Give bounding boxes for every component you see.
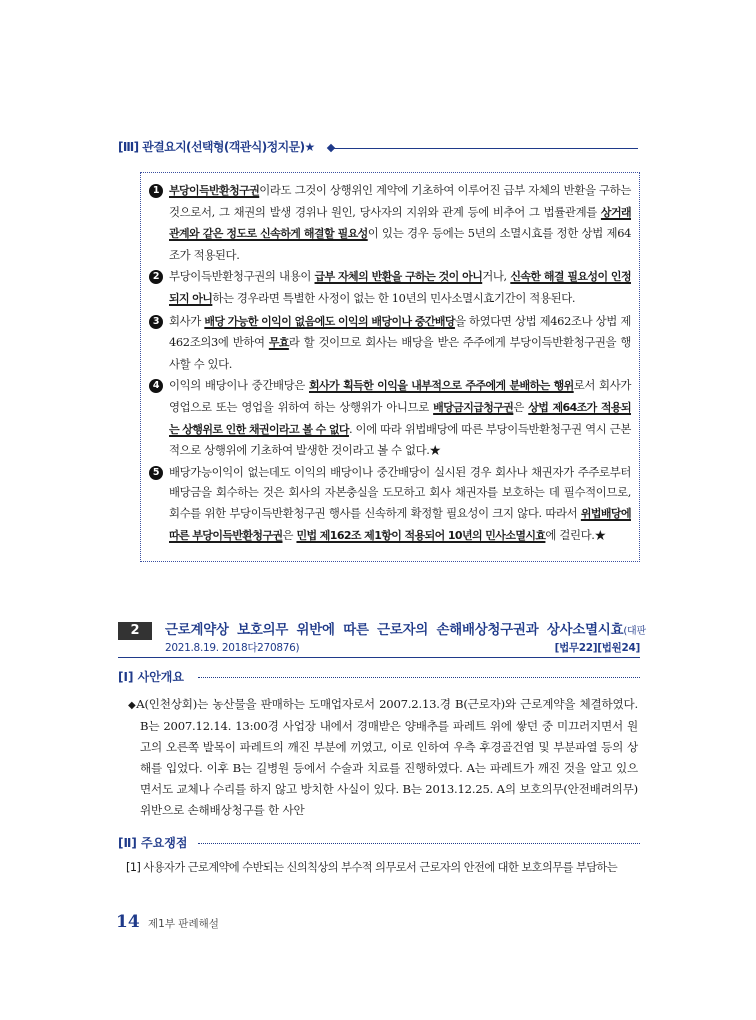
highlighted-phrase: 회사가 획득한 이익을 내부적으로 주주에게 분배하는 행위 bbox=[309, 379, 574, 393]
case-title-suffix: (대판 bbox=[623, 626, 646, 637]
highlighted-phrase: 무효 bbox=[268, 336, 289, 350]
exam-tags: [법무22][법원24] bbox=[554, 642, 640, 654]
footer-part-label: 제1부 판례해설 bbox=[148, 918, 219, 930]
summary-text: 이 있는 경우 등에는 5년의 소멸시효를 정한 상법 제64조가 적용된다. bbox=[169, 226, 631, 262]
section-3-header bbox=[118, 138, 638, 158]
summary-text: 은 bbox=[513, 399, 529, 414]
summary-item bbox=[149, 375, 631, 460]
summary-text: 배당가능이익이 없는데도 이익의 배당이나 중간배당이 실시된 경우 회사나 채권자가 주주로부터 배당금을 회수하는 것은 회사의 자본충실을 도모하고 회사 채권자를 보호하는 데 필수적이므로, 회수를 위한 부당이득반환청구권 행사를 신속하게 확정할 필요성이 크지 않다. 따라서 bbox=[169, 464, 631, 520]
facts-body bbox=[126, 694, 638, 821]
case-header-rule bbox=[118, 657, 640, 658]
issues-rule bbox=[198, 843, 640, 844]
highlighted-phrase: 상법 제64조가 적용되는 상행위로 인한 채권이라고 볼 수 없다 bbox=[169, 400, 631, 436]
summary-item bbox=[149, 180, 631, 265]
case-date: 2021.8.19. 2018다270876) bbox=[165, 642, 300, 654]
summary-text: 은 bbox=[282, 527, 297, 542]
summary-text: 하는 경우라면 특별한 사정이 없는 한 10년의 민사소멸시효기간이 적용된다. bbox=[212, 290, 576, 305]
summary-item bbox=[149, 311, 631, 375]
facts-rule bbox=[198, 677, 640, 678]
issues-heading: [Ⅱ] 주요쟁점 bbox=[118, 836, 188, 850]
summary-text: 에 걸린다.★ bbox=[545, 527, 606, 542]
highlighted-phrase: 급부 자체의 반환을 구하는 것이 아니 bbox=[314, 270, 483, 284]
item-number-icon: 5 bbox=[149, 466, 163, 480]
issue-1-text: [1] 사용자가 근로계약에 수반되는 신의칙상의 부수적 의무로서 근로자의 안전에 대한 보호의무를 부담하는 bbox=[126, 861, 618, 874]
section-3-rule bbox=[331, 148, 638, 149]
highlighted-phrase: 민법 제162조 제1항이 적용되어 10년의 민사소멸시효 bbox=[296, 528, 546, 542]
facts-heading: [Ⅰ] 사안개요 bbox=[118, 670, 184, 684]
summary-text: 이익의 배당이나 중간배당은 bbox=[169, 378, 309, 393]
item-number-icon: 2 bbox=[149, 270, 163, 284]
summary-text: 을 하였다면 상법 제462조나 상법 제462조의3에 반하여 bbox=[169, 313, 631, 350]
summary-item bbox=[149, 462, 631, 546]
summary-item bbox=[149, 266, 631, 309]
highlighted-phrase: 부당이득반환청구권 bbox=[169, 184, 260, 197]
highlighted-phrase: 배당 가능한 이익이 없음에도 이익의 배당이나 중간배당 bbox=[204, 314, 455, 328]
summary-text: 회사가 bbox=[169, 313, 205, 328]
summary-box bbox=[140, 172, 640, 562]
highlighted-phrase: 상거래 관계와 같은 정도로 신속하게 해결할 필요성 bbox=[169, 205, 631, 241]
summary-text: . 이에 따라 위법배당에 따른 부당이득반환청구권 역시 근본적으로 상행위에 기초하여 발생한 것이라고 볼 수 없다.★ bbox=[169, 421, 631, 458]
summary-text: 라 할 것이므로 회사는 배당을 받은 주주에게 부당이득반환청구권을 행사할 수 있다. bbox=[169, 335, 631, 371]
diamond-bullet-icon: ◆ bbox=[128, 700, 137, 711]
summary-text: 로서 회사가 영업으로 또는 영업을 위하여 하는 상행위가 아니므로 bbox=[169, 378, 632, 414]
case-title-text: 근로계약상 보호의무 위반에 따른 근로자의 손해배상청구권과 상사소멸시효 bbox=[165, 623, 624, 638]
summary-text: 부당이득반환청구권의 내용이 bbox=[169, 269, 315, 284]
facts-text: A(인천상회)는 농산물을 판매하는 도매업자로서 2007.2.13.경 B(근로자)와 근로계약을 체결하였다. B는 2007.12.14. 13:00경 사업장 내에서 경매받은 양배추를 파레트 위에 쌓던 중 미끄러지면서 원고의 오른쪽 발목이 파레트의 깨진 부분에 끼였고, 이로 인하여 우측 후경골건염 및 부분파열 등의 상해를 입었다. 이후 B는 길병원 등에서 수술과 치료를 진행하였다. A는 파레트가 깨진 것을 알고 있으면서도 교체나 수리를 하지 않고 방치한 사실이 있다. B는 2013.12.25. A의 보호의무(안전배려의무)위반으로 손해배상청구를 한 사안 bbox=[136, 697, 638, 817]
case-number-badge: 2 bbox=[118, 622, 152, 640]
summary-text: 거나, bbox=[482, 269, 511, 284]
item-number-icon: 1 bbox=[149, 184, 163, 198]
item-number-icon: 3 bbox=[149, 315, 163, 329]
section-3-title: [Ⅲ] 관결요지(선택형(객관식)정지문)★ bbox=[118, 140, 315, 154]
highlighted-phrase: 배당금지급청구권 bbox=[433, 400, 514, 414]
summary-text: 이라도 그것이 상행위인 계약에 기초하여 이루어진 급부 자체의 반환을 구하는 것으로서, 그 채권의 발생 경위나 원인, 당사자의 지위와 관계 등에 비추어 그 법률관계를 bbox=[169, 183, 631, 219]
case-title bbox=[165, 619, 645, 638]
page-number: 14 bbox=[116, 912, 140, 932]
item-number-icon: 4 bbox=[149, 379, 163, 393]
highlighted-phrase: 신속한 해결 필요성이 인정되지 아니 bbox=[169, 270, 631, 305]
highlighted-phrase: 위법배당에 따른 부당이득반환청구권 bbox=[169, 506, 631, 542]
